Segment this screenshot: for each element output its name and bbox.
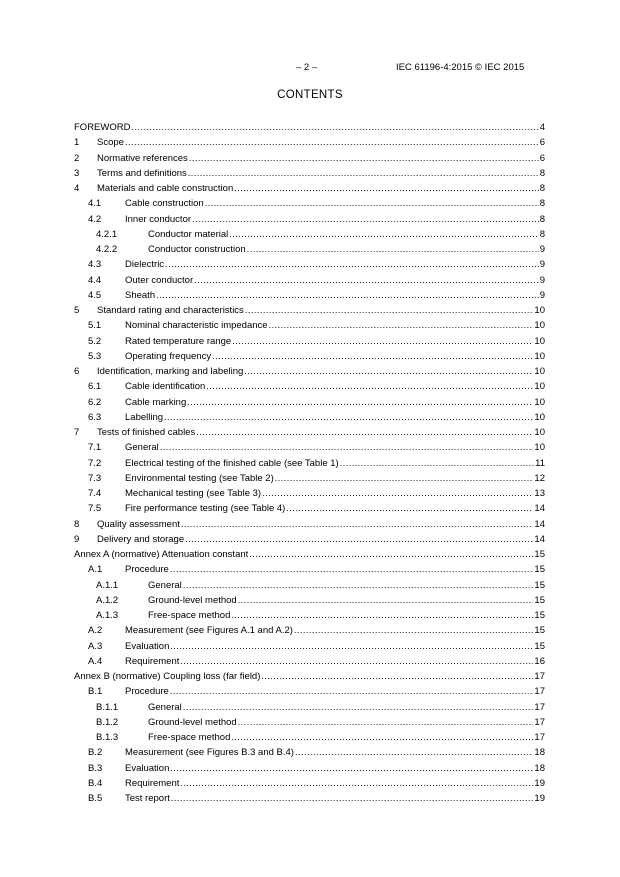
toc-entry-title: Requirement	[125, 777, 180, 789]
toc-entry-number: 4.2.2	[96, 244, 118, 255]
toc-entry-page: 8	[539, 198, 545, 210]
dot-leader	[249, 549, 533, 559]
toc-entry[interactable]	[74, 214, 545, 229]
dot-leader	[294, 625, 534, 635]
dot-leader	[181, 519, 534, 529]
toc-entry-title: Mechanical testing (see Table 3)	[125, 488, 262, 499]
dot-leader	[187, 397, 533, 407]
toc-entry-title: Procedure	[125, 564, 169, 576]
toc-entry[interactable]	[74, 366, 545, 381]
dot-leader	[262, 488, 533, 498]
dot-leader	[189, 153, 539, 163]
toc-entry[interactable]	[74, 351, 545, 366]
toc-entry-page: 18	[534, 747, 545, 759]
dot-leader	[160, 442, 534, 452]
toc-entry-title: Environmental testing (see Table 2)	[125, 472, 274, 484]
toc-entry-number: 6.2	[88, 396, 102, 408]
toc-entry-number: 6.1	[88, 381, 102, 393]
dot-leader	[340, 458, 534, 468]
toc-entry-page: 10	[534, 396, 545, 408]
toc-entry-page: 6	[539, 152, 545, 164]
toc-entry-page: 18	[534, 762, 545, 774]
dot-leader	[171, 793, 534, 803]
toc-entry-title: Ground-level method	[148, 594, 237, 606]
toc-entry-page: 10	[534, 305, 545, 316]
toc-entry-title: Evaluation	[125, 640, 170, 652]
toc-entry-number: B.3	[88, 762, 103, 774]
toc-entry-number: 4.1	[88, 198, 102, 210]
toc-entry[interactable]	[74, 702, 545, 717]
toc-entry-title: Sheath	[125, 289, 156, 301]
dot-leader	[229, 229, 538, 239]
toc-entry-page: 14	[534, 533, 545, 545]
toc-entry-number: 9	[74, 533, 80, 545]
dot-leader	[205, 198, 539, 208]
toc-entry-number: A.2	[88, 625, 103, 637]
toc-entry-number: 4	[74, 183, 80, 194]
toc-entry-number: 7.2	[88, 457, 102, 469]
dot-leader	[238, 717, 534, 727]
toc-entry-title: FOREWORD	[74, 122, 131, 133]
dot-leader	[245, 305, 534, 315]
toc-entry-title: Standard rating and characteristics	[97, 305, 244, 316]
dot-leader	[286, 503, 533, 513]
toc-entry-title: Normative references	[97, 152, 188, 164]
toc-entry[interactable]	[74, 427, 545, 442]
toc-entry[interactable]	[74, 763, 545, 778]
toc-entry[interactable]	[74, 564, 545, 579]
toc-entry[interactable]	[74, 625, 545, 640]
toc-entry-title: General	[125, 442, 159, 454]
toc-entry-page: 15	[534, 625, 545, 637]
toc-entry-page: 14	[534, 503, 545, 515]
toc-entry-number: B.1.3	[96, 732, 119, 743]
toc-entry-number: B.4	[88, 777, 103, 789]
toc-entry-title: Measurement (see Figures A.1 and A.2)	[125, 625, 293, 637]
dot-leader	[295, 747, 533, 757]
page-number: – 2 –	[296, 62, 318, 73]
toc-entry-number: 5.2	[88, 335, 102, 347]
toc-entry-page: 10	[534, 411, 545, 423]
table-of-contents	[74, 122, 545, 808]
toc-entry[interactable]	[74, 412, 545, 427]
toc-entry-page: 17	[534, 701, 545, 713]
toc-entry-title: Outer conductor	[125, 274, 194, 286]
toc-entry[interactable]	[74, 656, 545, 671]
toc-entry-page: 17	[534, 716, 545, 728]
toc-entry-page: 10	[534, 350, 545, 362]
toc-entry-number: 4.2.1	[96, 228, 118, 240]
toc-entry[interactable]	[74, 534, 545, 549]
toc-entry[interactable]	[74, 183, 545, 198]
toc-entry-page: 6	[539, 137, 545, 149]
dot-leader	[206, 381, 533, 391]
toc-entry-page: 9	[539, 289, 545, 301]
toc-entry-title: General	[148, 579, 182, 591]
toc-entry-title: Cable identification	[125, 381, 206, 393]
toc-entry[interactable]	[74, 290, 545, 305]
toc-entry[interactable]	[74, 381, 545, 396]
toc-entry-page: 10	[534, 366, 545, 377]
toc-entry-title: Ground-level method	[148, 716, 237, 728]
toc-entry[interactable]	[74, 580, 545, 595]
toc-entry-title: Rated temperature range	[125, 335, 232, 347]
dot-leader	[170, 763, 533, 773]
toc-entry-page: 10	[534, 320, 545, 332]
toc-entry-page: 9	[539, 259, 545, 271]
toc-entry[interactable]	[74, 641, 545, 656]
toc-entry-title: Scope	[97, 137, 124, 149]
toc-entry[interactable]	[74, 610, 545, 625]
toc-entry-number: A.3	[88, 640, 103, 652]
toc-entry-number: B.1	[88, 686, 103, 698]
dot-leader	[196, 427, 533, 437]
toc-entry-title: Procedure	[125, 686, 169, 698]
toc-entry[interactable]	[74, 320, 545, 335]
dot-leader	[231, 610, 533, 620]
toc-entry-number: 6	[74, 366, 80, 377]
toc-entry-number: 2	[74, 152, 80, 164]
toc-entry-title: Requirement	[125, 655, 180, 667]
toc-entry-number: B.2	[88, 747, 103, 759]
dot-leader	[188, 168, 539, 178]
dot-leader	[194, 275, 539, 285]
toc-entry[interactable]	[74, 717, 545, 732]
toc-entry-number: 6.3	[88, 411, 102, 423]
toc-entry[interactable]	[74, 168, 545, 183]
contents-heading: CONTENTS	[277, 89, 343, 101]
dot-leader	[165, 259, 539, 269]
toc-entry[interactable]	[74, 778, 545, 793]
toc-entry-page: 8	[539, 183, 545, 194]
toc-entry-number: A.1.3	[96, 610, 119, 621]
toc-entry[interactable]	[74, 686, 545, 701]
toc-entry[interactable]	[74, 671, 545, 686]
dot-leader	[238, 595, 534, 605]
toc-entry[interactable]	[74, 458, 545, 473]
toc-entry-title: Measurement (see Figures B.3 and B.4)	[125, 747, 294, 759]
toc-entry-page: 4	[539, 122, 545, 133]
toc-entry-title: Dielectric	[125, 259, 165, 271]
toc-entry-number: 7.3	[88, 472, 102, 484]
toc-entry[interactable]	[74, 793, 545, 808]
toc-entry-number: B.5	[88, 793, 103, 804]
dot-leader	[125, 137, 539, 147]
toc-entry-number: B.1.2	[96, 716, 119, 728]
toc-entry-title: Cable marking	[125, 396, 187, 408]
toc-entry[interactable]	[74, 153, 545, 168]
toc-entry[interactable]	[74, 259, 545, 274]
toc-entry-page: 15	[534, 549, 545, 560]
dot-leader	[183, 702, 534, 712]
toc-entry-title: Identification, marking and labeling	[97, 366, 244, 377]
dot-leader	[180, 778, 533, 788]
toc-entry-number: 4.2	[88, 213, 102, 225]
toc-entry[interactable]	[74, 549, 545, 564]
toc-entry-number: 3	[74, 167, 80, 179]
dot-leader	[131, 122, 538, 132]
toc-entry-page: 17	[534, 671, 545, 682]
toc-entry-number: 5	[74, 305, 80, 316]
toc-entry-number: 8	[74, 518, 80, 530]
toc-entry-number: 5.3	[88, 350, 102, 362]
toc-entry-number: A.1	[88, 564, 103, 576]
toc-entry-number: 7.4	[88, 488, 102, 499]
dot-leader	[170, 686, 534, 696]
toc-entry[interactable]	[74, 595, 545, 610]
toc-entry-page: 15	[534, 579, 545, 591]
toc-entry[interactable]	[74, 137, 545, 152]
toc-entry-page: 10	[534, 381, 545, 393]
dot-leader	[170, 641, 533, 651]
toc-entry-title: Conductor material	[148, 228, 229, 240]
toc-entry[interactable]	[74, 473, 545, 488]
toc-entry[interactable]	[74, 229, 545, 244]
toc-entry-page: 19	[534, 777, 545, 789]
toc-entry-number: 1	[74, 137, 80, 149]
dot-leader	[192, 214, 539, 224]
toc-entry-number: B.1.1	[96, 701, 119, 713]
toc-entry-title: Annex B (normative) Coupling loss (far field)	[74, 671, 261, 682]
toc-entry-page: 10	[534, 335, 545, 347]
toc-entry-page: 19	[534, 793, 545, 804]
toc-entry-page: 16	[534, 655, 545, 667]
toc-entry-number: 4.3	[88, 259, 102, 271]
toc-entry-title: Cable construction	[125, 198, 204, 210]
toc-entry-title: Evaluation	[125, 762, 170, 774]
toc-entry-title: Terms and definitions	[97, 167, 187, 179]
toc-entry-number: A.1.2	[96, 594, 119, 606]
toc-entry[interactable]	[74, 442, 545, 457]
toc-entry-number: 7.1	[88, 442, 102, 454]
toc-entry-page: 10	[534, 442, 545, 454]
toc-entry-page: 8	[539, 228, 545, 240]
toc-entry[interactable]	[74, 488, 545, 503]
dot-leader	[261, 671, 533, 681]
toc-entry-number: 7.5	[88, 503, 102, 515]
toc-entry-page: 17	[534, 732, 545, 743]
toc-entry-page: 14	[534, 518, 545, 530]
toc-entry[interactable]	[74, 503, 545, 518]
toc-entry[interactable]	[74, 198, 545, 213]
toc-entry[interactable]	[74, 519, 545, 534]
toc-entry-page: 15	[534, 610, 545, 621]
dot-leader	[180, 656, 533, 666]
dot-leader	[185, 534, 533, 544]
dot-leader	[231, 732, 533, 742]
dot-leader	[234, 183, 538, 193]
toc-entry-title: Nominal characteristic impedance	[125, 320, 268, 332]
dot-leader	[183, 580, 534, 590]
toc-entry-title: Quality assessment	[97, 518, 180, 530]
toc-entry-page: 13	[534, 488, 545, 499]
toc-entry-title: Tests of finished cables	[97, 427, 196, 438]
toc-entry[interactable]	[74, 336, 545, 351]
toc-entry[interactable]	[74, 732, 545, 747]
toc-entry-title: Annex A (normative) Attenuation constant	[74, 549, 249, 560]
toc-entry-title: Fire performance testing (see Table 4)	[125, 503, 286, 515]
toc-entry-page: 8	[539, 213, 545, 225]
toc-entry-number: 4.5	[88, 289, 102, 301]
toc-entry-page: 15	[534, 564, 545, 576]
dot-leader	[275, 473, 534, 483]
dot-leader	[269, 320, 534, 330]
toc-entry[interactable]	[74, 244, 545, 259]
dot-leader	[212, 351, 533, 361]
toc-entry-number: 4.4	[88, 274, 102, 286]
toc-entry[interactable]	[74, 275, 545, 290]
dot-leader	[156, 290, 539, 300]
toc-entry[interactable]	[74, 122, 545, 137]
toc-entry-title: Conductor construction	[148, 244, 246, 255]
toc-entry-title: Inner conductor	[125, 213, 192, 225]
toc-entry-page: 12	[534, 472, 545, 484]
toc-entry-title: Test report	[125, 793, 170, 804]
toc-entry-page: 11	[535, 457, 545, 469]
dot-leader	[244, 366, 533, 376]
toc-entry-page: 10	[534, 427, 545, 438]
toc-entry-title: Labelling	[125, 411, 164, 423]
toc-entry[interactable]	[74, 747, 545, 762]
toc-entry-title: Operating frequency	[125, 350, 212, 362]
toc-entry-number: A.1.1	[96, 579, 119, 591]
toc-entry-title: Free-space method	[148, 610, 231, 621]
toc-entry[interactable]	[74, 305, 545, 320]
page-header	[0, 62, 620, 76]
toc-entry-title: Delivery and storage	[97, 533, 185, 545]
toc-entry-title: Materials and cable construction	[97, 183, 234, 194]
toc-entry-number: 7	[74, 427, 80, 438]
toc-entry-title: General	[148, 701, 182, 713]
dot-leader	[170, 564, 534, 574]
toc-entry-page: 15	[534, 594, 545, 606]
standard-reference: IEC 61196-4:2015 © IEC 2015	[396, 62, 525, 73]
toc-entry-title: Electrical testing of the finished cable (see Table 1)	[125, 457, 339, 469]
toc-entry-page: 17	[534, 686, 545, 698]
dot-leader	[232, 336, 533, 346]
dot-leader	[164, 412, 533, 422]
toc-entry-number: 5.1	[88, 320, 102, 332]
toc-entry-page: 9	[539, 274, 545, 286]
dot-leader	[247, 244, 539, 254]
toc-entry-number: A.4	[88, 655, 103, 667]
toc-entry-page: 9	[539, 244, 545, 255]
toc-entry-title: Free-space method	[148, 732, 231, 743]
toc-entry[interactable]	[74, 397, 545, 412]
toc-entry-page: 8	[539, 167, 545, 179]
toc-entry-page: 15	[534, 640, 545, 652]
